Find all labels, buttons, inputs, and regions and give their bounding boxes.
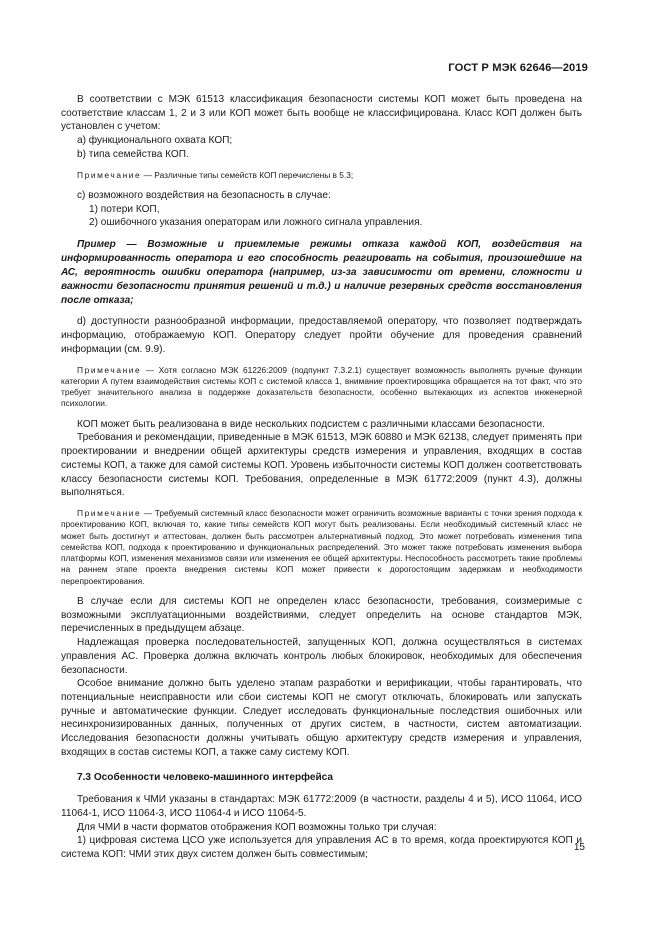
list-item-b: b) типа семейства КОП. bbox=[77, 148, 189, 160]
note-label: Примечание bbox=[77, 507, 142, 518]
list-item-d: d) доступности разнообразной информации, предоставляемой оператору, что позволяет подтверждать информацию, отображаемую КОП. Оператору следует пройти обучение для проведения сравнений информации (см. 9.9). bbox=[61, 316, 582, 355]
note-text: — Различные типы семейств КОП перечислены в 5.3; bbox=[141, 169, 354, 180]
note-label: Примечание bbox=[77, 364, 142, 375]
paragraph-subsystems: КОП может быть реализована в виде нескольких подсистем с различными классами безопасности. bbox=[77, 418, 545, 430]
note-text: — Хотя согласно МЭК 61226:2009 (подпункт 7.3.2.1) существует возможность выполнять ручные функции категории А путем взаимодействия системы КОП с системой класса 1, внимание проектировщика обращается на тот факт, что это требует значительного анализа в поддержке доказательств безопасности, особенно вытекающих из аспектов инженерной психологии. bbox=[61, 364, 582, 409]
paragraph-undefined-class: В случае если для системы КОП не определен класс безопасности, требования, соизмеримые с возможными эксплуатационными воздействиями, следует определить на основе стандартов МЭК, перечисленных в предыдущем абзаце. bbox=[61, 596, 582, 635]
note-label: Примечание bbox=[77, 169, 142, 180]
paragraph-hmi-case-1: 1) цифровая система ЦСО уже используется для управления АС в то время, когда проектируются КОП и система КОП: ЧМИ этих двух систем должен быть совместимым; bbox=[61, 835, 582, 860]
paragraph-verification: Особое внимание должно быть уделено этапам разработки и верификации, чтобы гарантировать, что потенциальные неисправности или сбои системы КОП не смогут отключать, блокировать или запускать ручные и автоматические функции. Следует исследовать функциональные последствия ошибочных или несинхронизированных данных, полученных от других систем, в частности, систем автоматизации. Исследования безопасности должны учитывать общую архитектуру средств измерения и управления, входящих в состав системы КОП, а также саму систему КОП. bbox=[61, 678, 582, 758]
paragraph-hmi-requirements: Требования к ЧМИ указаны в стандартах: МЭК 61772:2009 (в частности, разделы 4 и 5), ИСО 11064, ИСО 11064-1, ИСО 11064-3, ИСО 11064-4 и ИСО 11064-5. bbox=[61, 794, 582, 819]
paragraph-hmi-cases: Для ЧМИ в части форматов отображения КОП возможны только три случая: bbox=[77, 821, 437, 833]
paragraph-classification: В соответствии с МЭК 61513 классификация безопасности системы КОП может быть проведена на соответствие классам 1, 2 и 3 или КОП может быть вообще не классифицирована. Класс КОП должен быть установлен с учетом: bbox=[61, 94, 582, 133]
note-1 bbox=[61, 170, 582, 181]
note-2 bbox=[61, 365, 582, 410]
list-item-a: a) функционального охвата КОП; bbox=[77, 135, 233, 147]
document-header: ГОСТ Р МЭК 62646—2019 bbox=[448, 62, 588, 74]
section-heading: 7.3 Особенности человеко-машинного интерфейса bbox=[77, 772, 334, 784]
list-item-c2: 2) ошибочного указания операторам или ложного сигнала управления. bbox=[89, 217, 423, 229]
page-number: 15 bbox=[573, 842, 585, 853]
list-item-c1: 1) потери КОП, bbox=[89, 203, 160, 215]
page-content bbox=[61, 93, 582, 862]
note-3 bbox=[61, 508, 582, 587]
note-text: — Требуемый системный класс безопасности может ограничить возможные варианты с точки зрения подхода к проектированию КОП, включая то, какие типы семейств КОП могут быть реализованы. Если необходимый системный класс не может быть достигнут и аттестован, должен быть рассмотрен альтернативный подход. Это может потребовать изменения типа семейства КОП, подхода к проектированию и функциональных распределений. Это может также потребовать изменения выбора платформы КОП, изменения механизмов связи или изменения ее общей архитектуры. Неспособность рассмотреть такие проблемы на раннем этапе проекта внедрения системы КОП может привести к дорогостоящим задержкам и необходимости перепроектирования. bbox=[61, 507, 582, 586]
paragraph-sequence-check: Надлежащая проверка последовательностей, запущенных КОП, должна осуществляться в системах управления АС. Проверка должна включать контроль любых блокировок, необходимых для обеспечения безопасности. bbox=[61, 637, 582, 676]
example-paragraph: Пример — Возможные и приемлемые режимы отказа каждой КОП, воздействия на информированность оператора и его способность реагировать на события, произошедшие на АС, вероятность ошибки оператора (например, из-за зависимости от времени, сложности и важности безопасности принятия решений и т.д.) и наличие резервных средств восстановления после отказа; bbox=[61, 238, 582, 306]
paragraph-requirements: Требования и рекомендации, приведенные в МЭК 61513, МЭК 60880 и МЭК 62138, следует применять при проектировании и внедрении общей архитектуры средств измерения и управления, входящих в состав системы КОП, а также для самой системы КОП. Уровень избыточности системы КОП должен соответствовать классу безопасности системы КОП. Требования, определенные в МЭК 61772:2009 (пункт 4.3), должны выполняться. bbox=[61, 432, 582, 499]
list-item-c: c) возможного воздействия на безопасность в случае: bbox=[77, 189, 331, 201]
